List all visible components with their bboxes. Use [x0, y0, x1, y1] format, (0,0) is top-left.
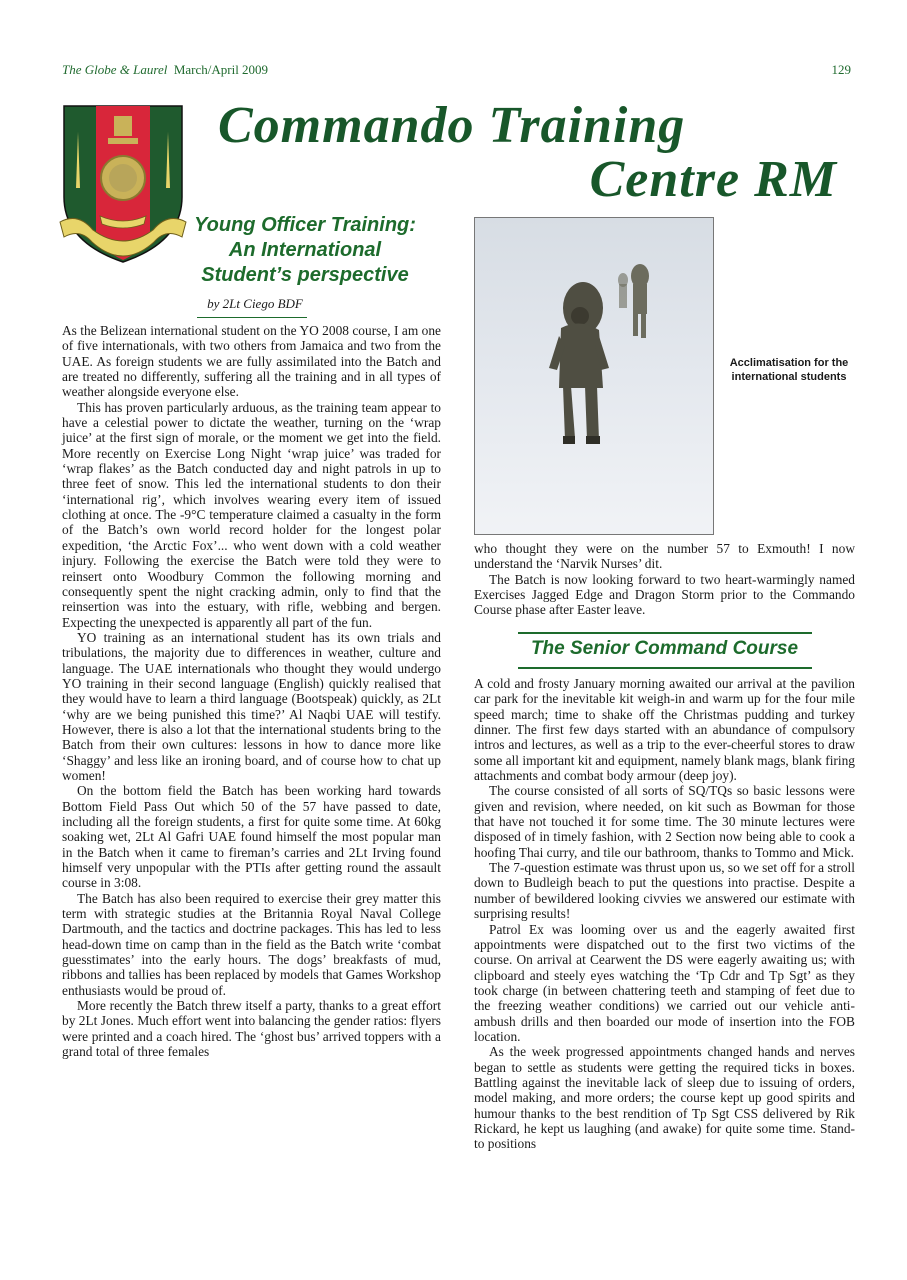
section-title: The Senior Command Course [530, 638, 799, 659]
photo-caption: Acclimatisation for the international students [729, 357, 849, 383]
paragraph: On the bottom field the Batch has been working hard towards Bottom Field Pass Out which 50 of the 57 have passed to date, including all the foreign students, a first for quite some time. At 60kg soaking wet, 2Lt Al Gafri UAE found himself the most popular man in the Batch when it came to fireman’s carries and 2Lt Irving found himself very unpopular with the PTIs after getting round the assault course in 3:08. [62, 783, 441, 891]
paragraph: As the week progressed appointments changed hands and nerves began to settle as students were getting the required ticks in boxes. Battling against the inevitable lack of sleep due to issuing of orders, model making, and more orders; the course kept up good spirits and humour thanks to the best rendition of Tp Sgt CSS delivered by Rik Rickard, he kept us laughing (and awake) for quite some time. Stand-to positions [474, 1044, 855, 1152]
paragraph: A cold and frosty January morning awaited our arrival at the pavilion car park for the inevitable kit weigh-in and warm up for the four mile speed march; time to shake off the Christmas pudding and turkey dinner. The first few days started with an abundance of compulsory intros and lectures, as well as a trip to the ever-cheerful stores to draw some all important kit and equipment, namely blank mags, blank firing attachments and combat body armour (deep joy). [474, 676, 855, 784]
byline: by 2Lt Ciego BDF [207, 296, 303, 311]
page-title-line-1: Commando Training [218, 97, 686, 154]
page-title-line-2: Centre RM [589, 151, 837, 208]
divider [197, 317, 307, 318]
article-body-right-column [474, 676, 855, 1152]
divider [518, 632, 812, 634]
article-title-line: An International [228, 239, 382, 261]
paragraph: More recently the Batch threw itself a party, thanks to a great effort by 2Lt Jones. Much effort went into balancing the gender ratios: flyers were printed and a coach hired. The ‘ghost bus’ arrived toppers with a grand total of three females [62, 998, 441, 1060]
paragraph: Patrol Ex was looming over us and the eagerly awaited first appointments were dispatched out to the first two victims of the course. On arrival at Cearwent the DS were eagerly awaiting us; with clipboard and steely eyes watching the ‘Tp Cdr and Tp Sgt’ as they took charge (in between chattering teeth and stamping of feet due to the freezing weather conditions) we carried out our vehicle anti-ambush drills and then boarded our mode of insertion into the FOB location. [474, 921, 855, 1044]
paragraph: The Batch is now looking forward to two heart-warmingly named Exercises Jagged Edge and Dragon Storm prior to the Commando Course phase after Easter leave. [474, 571, 855, 618]
magazine-name: The Globe & Laurel [62, 62, 168, 77]
article-body-continued [474, 541, 855, 618]
article-title-line: Young Officer Training: [194, 214, 416, 236]
snow-march-photo [474, 217, 714, 535]
paragraph: The course consisted of all sorts of SQ/TQs so basic lessons were given and revision, where needed, on kit such as Bowman for those that have not touched it for some time. The 30 minute lectures were disposed of in timely fashion, with 2 Section now being able to cook a hoofing Thai curry, and tile our bathroom, thanks to Tommo and Mick. [474, 783, 855, 860]
running-header [62, 62, 268, 78]
ctcrm-crest-logo [58, 102, 188, 267]
paragraph: YO training as an international student has its own trials and tribulations, the majority due to differences in weather, culture and language. The UAE internationals who thought they would undergo YO training in their second language (English) quickly realised that they would have to learn a third language (Bootspeak) quickly, as 2Lt ‘why are we being punished this time?’ Al Naqbi UAE will testify. However, there is also a lot that the international students bring to the Batch from their own cultures: lessons in how to dance more like ‘Shaggy’ and less like an ironing board, and of course how to chat up women! [62, 629, 441, 783]
paragraph: As the Belizean international student on the YO 2008 course, I am one of five internationals, with two others from Jamaica and two from the UAE. As foreign students we are fully assimilated into the Batch and are treated no differently, suffering all the training and in all types of weather alongside everyone else. [62, 323, 441, 400]
paragraph: This has proven particularly arduous, as the training team appear to have a celestial power to dictate the weather, turning on the ‘wrap juice’ at the first sign of morale, or the moment we get into the field. More recently on Exercise Long Night ‘wrap juice’ was traded for ‘wrap flakes’ as the Batch conducted day and night patrols in up to three feet of snow. This led the international students to don their ‘international rig’, which involves wearing every item of issued clothing at once. The -9°C temperature claimed a casualty in the form of the Batch’s own world record holder for the longest polar expedition, ‘the Arctic Fox’... who went down with a cold weather injury. Following the exercise the Batch were told they were to reinsert onto Woodbury Common the following morning and consequently spent the night cracking admin, only to find that the reinsertion was into the estuary, with rifle, webbing and bergen. Expecting the unexpected is apparently all part of the fun. [62, 399, 441, 630]
paragraph: The 7-question estimate was thrust upon us, so we set off for a stroll down to Budleigh beach to put the questions into practise. Despite a number of bewildered looking civvies we answered our estimate with surprising results! [474, 860, 855, 922]
issue-date: March/April 2009 [173, 62, 269, 77]
paragraph: who thought they were on the number 57 to Exmouth! I now understand the ‘Narvik Nurses’ dit. [474, 541, 855, 572]
page-number: 129 [831, 62, 851, 77]
article-body-left-column [62, 323, 441, 1060]
article-title [170, 213, 440, 288]
divider [518, 667, 812, 669]
paragraph: The Batch has also been required to exercise their grey matter this term with strategic studies at the Britannia Royal Naval College Dartmouth, and the tactics and doctrine packages. This has led to less head-down time on camp than in the field as the Batch write ‘combat guesstimates’ into the early hours. The dogs’ breakfasts of mud, ribbons and tallies has been replaced by models that Games Workshop enthusiasts would be proud of. [62, 890, 441, 998]
article-title-line: Student’s perspective [201, 264, 409, 286]
